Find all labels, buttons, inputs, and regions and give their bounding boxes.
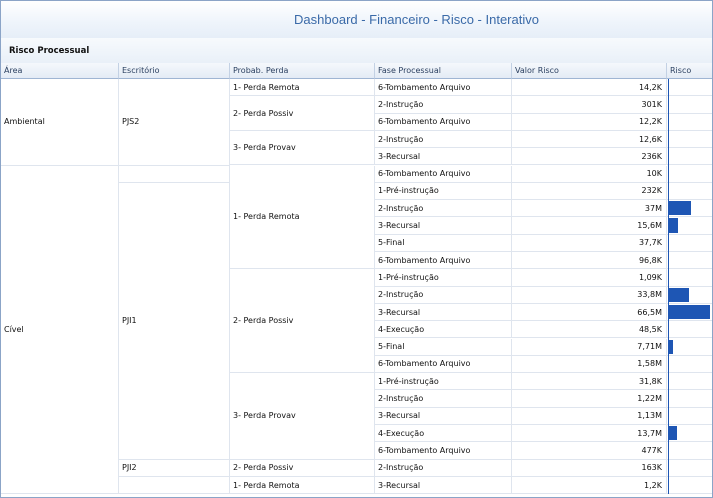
- risco-cell: [667, 96, 712, 113]
- valor-risco-cell: 12,2K: [512, 114, 667, 131]
- probab-perda-cell: 2- Perda Possiv: [230, 269, 375, 373]
- valor-risco-cell: 37M: [512, 200, 667, 217]
- risk-bar: [668, 305, 710, 319]
- risk-bar: [668, 426, 677, 440]
- risco-cell: [667, 269, 712, 286]
- risco-cell: [667, 373, 712, 390]
- dashboard-title: Dashboard - Financeiro - Risco - Interativo: [294, 12, 539, 27]
- risco-cell: [667, 321, 712, 338]
- valor-risco-cell: 163K: [512, 460, 667, 477]
- panel-title: Risco Processual: [9, 46, 90, 56]
- risco-cell: [667, 235, 712, 252]
- fase-processual-cell: 2-Instrução: [375, 390, 512, 407]
- fase-processual-cell: 6-Tombamento Arquivo: [375, 442, 512, 459]
- probab-perda-cell: 2- Perda Possiv: [230, 460, 375, 477]
- title-bar: [1, 1, 712, 39]
- risco-cell: [667, 183, 712, 200]
- valor-risco-cell: 301K: [512, 96, 667, 113]
- column-header-probab-perda[interactable]: Probab. Perda: [230, 63, 375, 79]
- escritorio-cell: [119, 166, 230, 183]
- valor-risco-cell: 1,58M: [512, 356, 667, 373]
- probab-perda-cell: 2- Perda Possiv: [230, 96, 375, 131]
- fase-processual-cell: 4-Execução: [375, 425, 512, 442]
- fase-processual-cell: 6-Tombamento Arquivo: [375, 166, 512, 183]
- risco-cell: [667, 425, 712, 442]
- fase-processual-cell: 6-Tombamento Arquivo: [375, 252, 512, 269]
- area-cell: Cível: [1, 166, 119, 495]
- fase-processual-cell: 2-Instrução: [375, 287, 512, 304]
- valor-risco-cell: 12,6K: [512, 131, 667, 148]
- fase-processual-cell: 1-Pré-instrução: [375, 269, 512, 286]
- valor-risco-cell: 7,71M: [512, 339, 667, 356]
- risco-cell: [667, 304, 712, 321]
- fase-processual-cell: 4-Execução: [375, 321, 512, 338]
- fase-processual-cell: 6-Tombamento Arquivo: [375, 79, 512, 96]
- fase-processual-cell: 6-Tombamento Arquivo: [375, 114, 512, 131]
- escritorio-cell: PJS2: [119, 79, 230, 166]
- risk-bar: [668, 201, 691, 215]
- risco-cell: [667, 460, 712, 477]
- risco-cell: [667, 287, 712, 304]
- risco-cell: [667, 477, 712, 494]
- risk-axis-line: [668, 79, 669, 494]
- fase-processual-cell: 1-Pré-instrução: [375, 183, 512, 200]
- valor-risco-cell: 1,09K: [512, 269, 667, 286]
- risco-cell: [667, 131, 712, 148]
- column-header-risco[interactable]: Risco: [667, 63, 712, 79]
- fase-processual-cell: 1-Pré-instrução: [375, 373, 512, 390]
- valor-risco-cell: 1,2K: [512, 477, 667, 494]
- fase-processual-cell: 5-Final: [375, 235, 512, 252]
- risk-bar: [668, 218, 678, 232]
- column-header-valor-risco[interactable]: Valor Risco: [512, 63, 667, 79]
- probab-perda-cell: 3- Perda Provav: [230, 373, 375, 460]
- risco-cell: [667, 148, 712, 165]
- valor-risco-cell: 66,5M: [512, 304, 667, 321]
- fase-processual-cell: 2-Instrução: [375, 131, 512, 148]
- fase-processual-cell: 2-Instrução: [375, 460, 512, 477]
- valor-risco-cell: 14,2K: [512, 79, 667, 96]
- fase-processual-cell: 3-Recursal: [375, 477, 512, 494]
- risco-cell: [667, 339, 712, 356]
- risk-bar: [668, 288, 689, 302]
- risco-cell: [667, 442, 712, 459]
- risco-cell: [667, 200, 712, 217]
- risco-cell: [667, 252, 712, 269]
- fase-processual-cell: 3-Recursal: [375, 148, 512, 165]
- valor-risco-cell: 10K: [512, 166, 667, 183]
- fase-processual-cell: 6-Tombamento Arquivo: [375, 356, 512, 373]
- panel-header: [1, 38, 712, 64]
- fase-processual-cell: 3-Recursal: [375, 304, 512, 321]
- fase-processual-cell: 2-Instrução: [375, 200, 512, 217]
- column-header-fase-processual[interactable]: Fase Processual: [375, 63, 512, 79]
- risco-cell: [667, 166, 712, 183]
- escritorio-cell: PJI1: [119, 183, 230, 460]
- fase-processual-cell: 3-Recursal: [375, 408, 512, 425]
- column-header-area[interactable]: Área: [1, 63, 119, 79]
- area-cell: Ambiental: [1, 79, 119, 166]
- valor-risco-cell: 13,7M: [512, 425, 667, 442]
- risco-cell: [667, 114, 712, 131]
- valor-risco-cell: 15,6M: [512, 217, 667, 234]
- valor-risco-cell: 236K: [512, 148, 667, 165]
- fase-processual-cell: 5-Final: [375, 339, 512, 356]
- escritorio-cell: PJI2: [119, 460, 230, 477]
- valor-risco-cell: 33,8M: [512, 287, 667, 304]
- valor-risco-cell: 1,13M: [512, 408, 667, 425]
- valor-risco-cell: 31,8K: [512, 373, 667, 390]
- valor-risco-cell: 37,7K: [512, 235, 667, 252]
- valor-risco-cell: 232K: [512, 183, 667, 200]
- fase-processual-cell: 3-Recursal: [375, 217, 512, 234]
- valor-risco-cell: 477K: [512, 442, 667, 459]
- probab-perda-cell: 3- Perda Provav: [230, 131, 375, 166]
- risco-cell: [667, 217, 712, 234]
- risco-cell: [667, 390, 712, 407]
- probab-perda-cell: 1- Perda Remota: [230, 79, 375, 96]
- fase-processual-cell: 2-Instrução: [375, 96, 512, 113]
- column-header-escritorio[interactable]: Escritório: [119, 63, 230, 79]
- escritorio-cell: [119, 477, 230, 494]
- probab-perda-cell: 1- Perda Remota: [230, 477, 375, 494]
- probab-perda-cell: 1- Perda Remota: [230, 166, 375, 270]
- valor-risco-cell: 48,5K: [512, 321, 667, 338]
- risco-cell: [667, 79, 712, 96]
- risco-cell: [667, 356, 712, 373]
- risco-cell: [667, 408, 712, 425]
- valor-risco-cell: 1,22M: [512, 390, 667, 407]
- valor-risco-cell: 96,8K: [512, 252, 667, 269]
